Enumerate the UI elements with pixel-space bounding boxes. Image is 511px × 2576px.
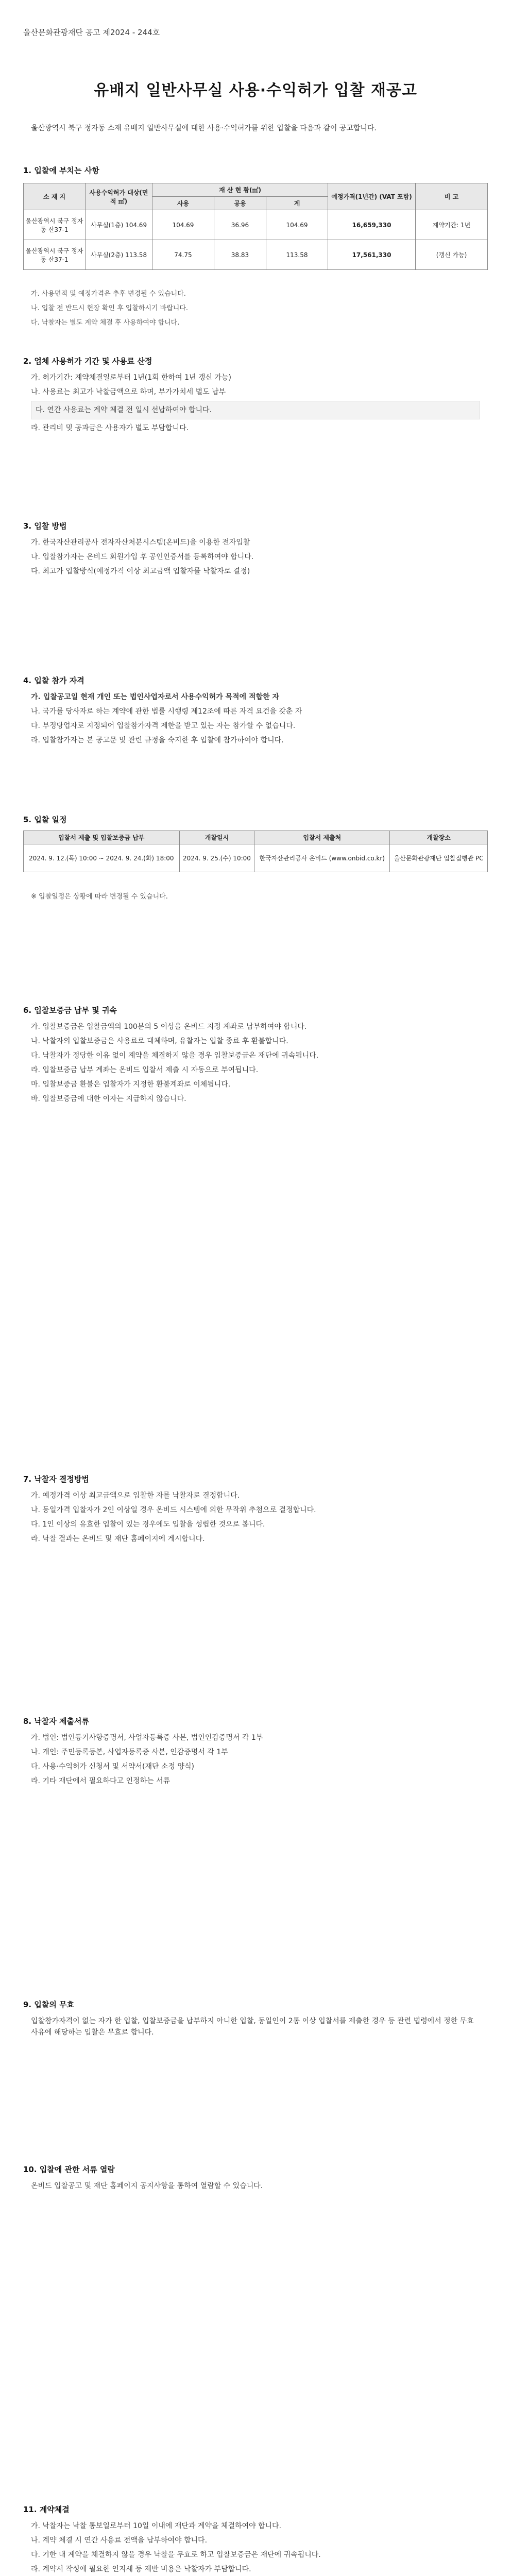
section-8-title: 8. 낙찰자 제출서류 (23, 1717, 90, 1726)
section-9-title: 9. 입찰의 무효 (23, 2000, 75, 2009)
section-10-body: 온비드 입찰공고 및 재단 홈페이지 공지사항을 통하여 열람할 수 있습니다. (31, 2182, 263, 2190)
schedule-table: 입찰서 제출 및 입찰보증금 납부 개찰일시 입찰서 제출처 개찰장소 2024. 9. 12.(목) 10:00 ~ 2024. 9. 24.(화) 18:00 2024. 9. 25.(수) 10:00 한국자산관리공사 온비드 (www.onbid.co.kr) 울산문화관광재단 입찰집행관 PC (23, 831, 488, 872)
section-3-body: 가. 한국자산관리공사 전자자산처분시스템(온비드)을 이용한 전자입찰 나. 입찰참가자는 온비드 회원가입 후 공인인증서를 등록하여야 합니다. 다. 최고가 입찰방식(예정가격 이상 최고금액 입찰자를 낙찰자로 결정) (31, 538, 254, 575)
notice-number: 울산문화관광재단 공고 제2024 - 244호 (23, 28, 160, 37)
col-area: 사용수익허가 대상(면적 ㎡) (86, 183, 152, 210)
section-3-title: 3. 입찰 방법 (23, 521, 67, 531)
schedule-note: ※ 입찰일정은 상황에 따라 변경될 수 있습니다. (31, 893, 168, 901)
section-2-body: 가. 허가기간: 계약체결일로부터 1년(1회 한하여 1년 갱신 가능) 나. 사용료는 최고가 낙찰금액으로 하며, 부가가치세 별도 납부 다. 연간 사용료는 계약 체결 전 일시 선납하여야 합니다. 라. 관리비 및 공과금은 사용자가 별도 부담합니다. (31, 372, 480, 437)
col-status: 재 산 현 황(㎡) (152, 183, 328, 197)
section-8-body: 가. 법인: 법인등기사항증명서, 사업자등록증 사본, 법인인감증명서 각 1부 나. 개인: 주민등록등본, 사업자등록증 사본, 인감증명서 각 1부 다. 사용·수익허가 신청서 및 서약서(재단 소정 양식) 라. 기타 재단에서 필요하다고 인정하는 서류 (31, 1734, 263, 1785)
table-row: 울산광역시 북구 정자동 산37-1 사무실(2층) 113.58 74.75 38.83 113.58 17,561,330 (갱신 가능) (24, 240, 488, 270)
section-4-title: 4. 입찰 참가 자격 (23, 676, 84, 685)
section-11-body: 가. 낙찰자는 낙찰 통보일로부터 10일 이내에 재단과 계약을 체결하여야 합니다. 나. 계약 체결 시 연간 사용료 전액을 납부하여야 합니다. 다. 기한 내 계약을 체결하지 않을 경우 낙찰을 무효로 하고 입찰보증금은 재단에 귀속됩니다. 라. 계약서 작성에 필요한 인지세 등 제반 비용은 낙찰자가 부담합니다. (31, 2522, 321, 2573)
section-1-notes: 가. 사용면적 및 예정가격은 추후 변경될 수 있습니다. 나. 입찰 전 반드시 현장 확인 후 입찰하시기 바랍니다. 다. 낙찰자는 별도 계약 체결 후 사용하여야 합니다. (31, 290, 189, 327)
page-title: 유배지 일반사무실 사용·수익허가 입찰 재공고 (94, 81, 417, 99)
section-6-body: 가. 입찰보증금은 입찰금액의 100분의 5 이상을 온비드 지정 계좌로 납부하여야 합니다. 나. 낙찰자의 입찰보증금은 사용료로 대체하며, 유찰자는 입찰 종료 후 환불합니다. 다. 낙찰자가 정당한 이유 없이 계약을 체결하지 않을 경우 입찰보증금은 재단에 귀속됩니다. 라. 입찰보증금 납부 계좌는 온비드 입찰서 제출 시 자동으로 부여됩니다. 마. 입찰보증금 환불은 입찰자가 지정한 환불계좌로 이체됩니다. 바. 입찰보증금에 대한 이자는 지급하지 않습니다. (31, 1023, 319, 1103)
section-4-body: 가. 입찰공고일 현재 개인 또는 법인사업자로서 사용수익허가 목적에 적합한 자 나. 국가를 당사자로 하는 계약에 관한 법률 시행령 제12조에 따른 자격 요건을 갖춘 자 다. 부정당업자로 지정되어 입찰참가자격 제한을 받고 있는 자는 참가할 수 없습니다. 라. 입찰참가자는 본 공고문 및 관련 규정을 숙지한 후 입찰에 참가하여야 합니다. (31, 693, 302, 744)
table-row: 울산광역시 북구 정자동 산37-1 사무실(1층) 104.69 104.69 36.96 104.69 16,659,330 계약기간: 1년 (24, 210, 488, 240)
col-price: 예정가격(1년간) (VAT 포함) (328, 183, 416, 210)
table-row: 2024. 9. 12.(목) 10:00 ~ 2024. 9. 24.(화) 18:00 2024. 9. 25.(수) 10:00 한국자산관리공사 온비드 (www.onbid.co.kr) 울산문화관광재단 입찰집행관 PC (24, 844, 488, 872)
section-5-title: 5. 입찰 일정 (23, 815, 67, 824)
col-common: 공용 (214, 197, 266, 210)
col-remark: 비 고 (416, 183, 488, 210)
col-use: 사용 (152, 197, 214, 210)
section-7-title: 7. 낙찰자 결정방법 (23, 1475, 90, 1484)
property-table (23, 183, 488, 270)
section-6-title: 6. 입찰보증금 납부 및 귀속 (23, 1006, 117, 1015)
section-10-title: 10. 입찰에 관한 서류 열람 (23, 2165, 115, 2174)
section-9-body: 입찰참가자격이 없는 자가 한 입찰, 입찰보증금을 납부하지 아니한 입찰, 동일인이 2통 이상 입찰서를 제출한 경우 등 관련 법령에서 정한 무효 사유에 해당하는 입찰은 무효로 합니다. (31, 2017, 474, 2037)
section-7-body: 가. 예정가격 이상 최고금액으로 입찰한 자를 낙찰자로 결정합니다. 나. 동일가격 입찰자가 2인 이상일 경우 온비드 시스템에 의한 무작위 추첨으로 결정합니다. 다. 1인 이상의 유효한 입찰이 있는 경우에도 입찰을 성립한 것으로 봅니다. 라. 낙찰 결과는 온비드 및 재단 홈페이지에 게시합니다. (31, 1492, 316, 1543)
section-2-title: 2. 업체 사용허가 기간 및 사용료 산정 (23, 357, 152, 366)
intro-text: 울산광역시 북구 정자동 소재 유배지 일반사무실에 대한 사용·수익허가를 위한 입찰을 다음과 같이 공고합니다. (31, 124, 377, 132)
col-location: 소 재 지 (24, 183, 86, 210)
section-1-title: 1. 입찰에 부치는 사항 (23, 166, 99, 175)
section-11-title: 11. 계약체결 (23, 2505, 70, 2514)
col-total: 계 (266, 197, 328, 210)
